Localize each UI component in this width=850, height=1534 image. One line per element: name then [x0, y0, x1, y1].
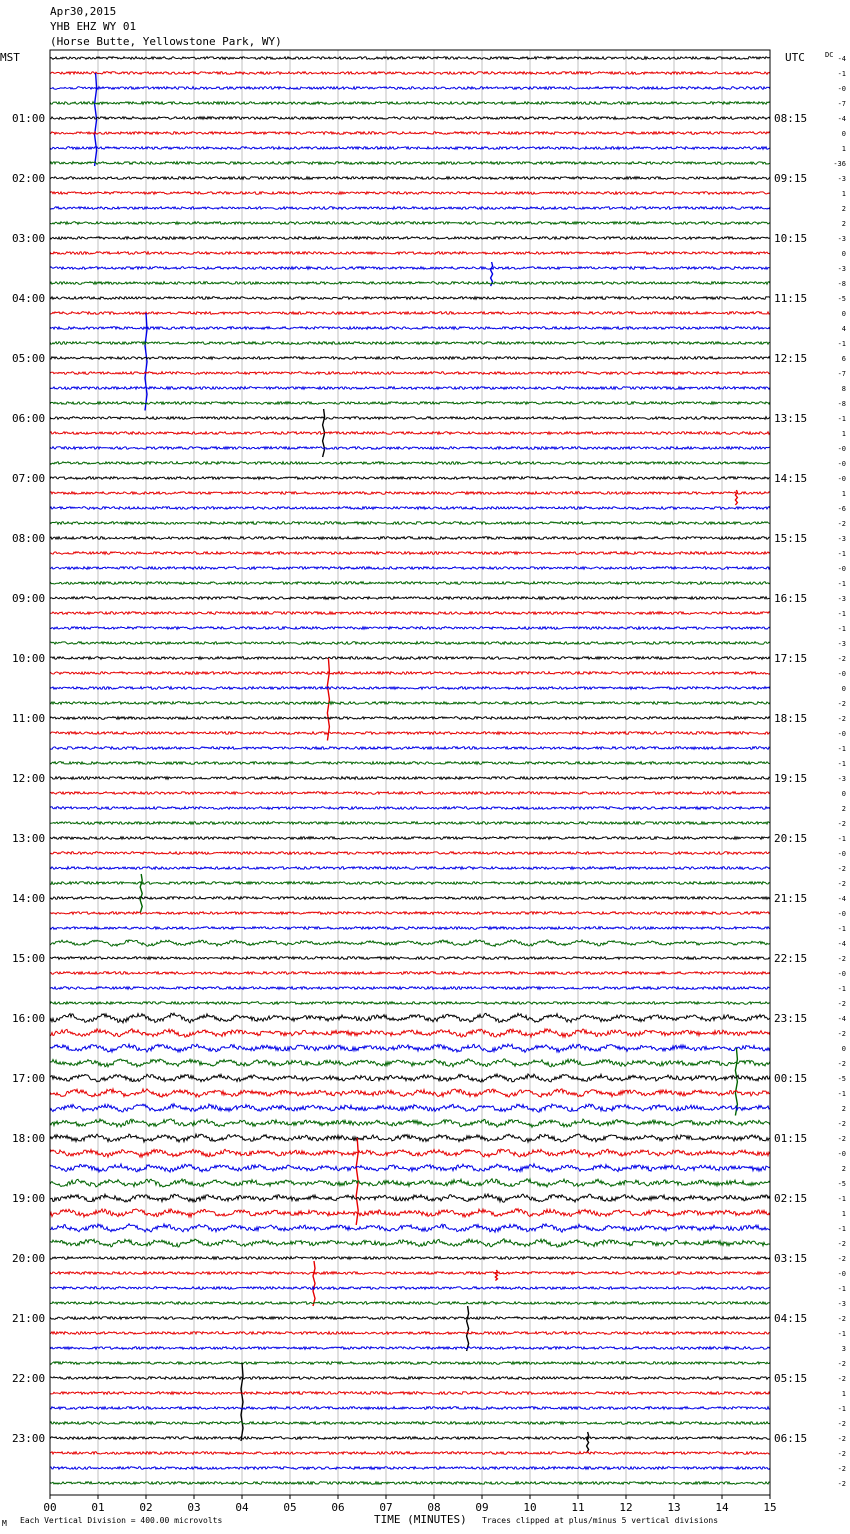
trace-group: [50, 57, 770, 1485]
mst-hour-label: 06:00: [12, 412, 46, 425]
dc-offset-label: -4: [837, 940, 846, 948]
dc-offset-label: -1: [837, 625, 846, 633]
dc-offset-label: -4: [837, 895, 846, 903]
seismic-trace: [50, 1149, 770, 1157]
x-tick-label: 06: [331, 1501, 345, 1514]
seismic-trace: [50, 297, 770, 300]
mst-hour-label: 11:00: [12, 712, 46, 725]
seismic-trace: [50, 462, 770, 465]
dc-offset-label: -7: [837, 370, 846, 378]
dc-offset-label: -1: [837, 415, 846, 423]
seismic-trace: [50, 852, 770, 855]
seismic-trace: [50, 747, 770, 750]
utc-hour-label: 08:15: [774, 112, 808, 125]
seismic-trace: [50, 822, 770, 825]
dc-label: DC: [825, 51, 834, 59]
x-tick-label: 11: [571, 1501, 585, 1514]
mst-hour-label: 08:00: [12, 532, 46, 545]
seismic-trace: [50, 882, 770, 885]
dc-offset-label: -1: [837, 580, 846, 588]
seismic-trace: [50, 582, 770, 585]
dc-offset-label: -0: [837, 670, 846, 678]
seismic-trace: [50, 552, 770, 555]
utc-hour-label: 02:15: [774, 1192, 808, 1205]
seismic-trace: [50, 357, 770, 360]
dc-offset-label: 2: [841, 220, 846, 228]
mst-hour-label: 02:00: [12, 172, 46, 185]
seismic-trace: [50, 687, 770, 690]
seismic-trace: [50, 207, 770, 210]
mst-hour-label: 16:00: [12, 1012, 46, 1025]
mst-hour-label: 15:00: [12, 952, 46, 965]
dc-offset-label: 1: [841, 1390, 846, 1398]
mst-hour-label: 05:00: [12, 352, 46, 365]
seismic-trace: [50, 252, 770, 255]
dc-offset-label: -0: [837, 910, 846, 918]
utc-hour-label: 20:15: [774, 832, 808, 845]
utc-hour-labels: [774, 112, 807, 1445]
x-tick-label: 01: [91, 1501, 105, 1514]
seismic-trace: [50, 87, 770, 90]
seismic-event: [495, 1270, 497, 1281]
dc-offset-labels: [833, 55, 846, 1488]
dc-offset-label: -1: [837, 1330, 846, 1338]
seismic-trace: [50, 597, 770, 600]
dc-offset-label: -2: [837, 1465, 846, 1473]
utc-hour-label: 10:15: [774, 232, 808, 245]
dc-offset-label: -2: [837, 865, 846, 873]
dc-offset-label: -5: [837, 1180, 846, 1188]
seismic-event: [467, 1306, 469, 1351]
utc-hour-label: 15:15: [774, 532, 808, 545]
seismic-trace: [50, 1287, 770, 1290]
dc-offset-label: 0: [841, 310, 846, 318]
seismic-trace: [50, 1422, 770, 1425]
dc-offset-label: 1: [841, 1210, 846, 1218]
x-tick-label: 00: [43, 1501, 57, 1514]
utc-hour-label: 11:15: [774, 292, 808, 305]
mst-hour-label: 07:00: [12, 472, 46, 485]
mst-hour-label: 03:00: [12, 232, 46, 245]
seismic-trace: [50, 432, 770, 435]
utc-hour-label: 05:15: [774, 1372, 808, 1385]
dc-offset-label: -2: [837, 520, 846, 528]
dc-offset-label: -1: [837, 1225, 846, 1233]
utc-hour-label: 21:15: [774, 892, 808, 905]
seismic-trace: [50, 1104, 770, 1112]
dc-offset-label: -2: [837, 955, 846, 963]
seismic-trace: [50, 477, 770, 480]
dc-offset-label: 0: [841, 685, 846, 693]
dc-offset-label: -0: [837, 565, 846, 573]
dc-offset-label: 6: [841, 355, 846, 363]
mst-hour-label: 01:00: [12, 112, 46, 125]
seismic-trace: [50, 927, 770, 930]
dc-offset-label: -2: [837, 1135, 846, 1143]
seismic-trace: [50, 1134, 770, 1142]
date-label: Apr30,2015: [50, 5, 117, 18]
seismic-trace: [50, 507, 770, 510]
seismic-trace: [50, 1257, 770, 1260]
seismic-trace: [50, 117, 770, 120]
dc-offset-label: -3: [837, 175, 846, 183]
seismic-trace: [50, 147, 770, 150]
seismic-trace: [50, 807, 770, 810]
dc-offset-label: -2: [837, 1375, 846, 1383]
dc-offset-label: 1: [841, 145, 846, 153]
seismic-trace: [50, 72, 770, 75]
x-tick-label: 02: [139, 1501, 153, 1514]
footer-clip-note: Traces clipped at plus/minus 5 vertical divisions: [482, 1516, 719, 1525]
seismic-trace: [50, 702, 770, 705]
seismic-trace: [50, 1482, 770, 1485]
utc-hour-label: 06:15: [774, 1432, 808, 1445]
seismic-trace: [50, 492, 770, 495]
dc-offset-label: -0: [837, 850, 846, 858]
dc-offset-label: -0: [837, 1270, 846, 1278]
utc-hour-label: 09:15: [774, 172, 808, 185]
dc-offset-label: -3: [837, 775, 846, 783]
seismic-trace: [50, 1317, 770, 1320]
dc-offset-label: -1: [837, 985, 846, 993]
dc-offset-label: -2: [837, 1120, 846, 1128]
footer-mark: M: [2, 1519, 7, 1528]
utc-hour-label: 19:15: [774, 772, 808, 785]
seismic-trace: [50, 672, 770, 675]
dc-offset-label: -2: [837, 1030, 846, 1038]
dc-offset-label: -3: [837, 265, 846, 273]
seismic-trace: [50, 1302, 770, 1305]
dc-offset-label: -4: [837, 55, 846, 63]
dc-offset-label: -2: [837, 1420, 846, 1428]
seismic-trace: [50, 327, 770, 330]
dc-offset-label: -3: [837, 535, 846, 543]
seismic-trace: [50, 642, 770, 645]
dc-offset-label: 2: [841, 1105, 846, 1113]
dc-offset-label: -4: [837, 115, 846, 123]
dc-offset-label: -8: [837, 400, 846, 408]
seismic-trace: [50, 1002, 770, 1005]
seismic-trace: [50, 1407, 770, 1410]
x-axis-label: TIME (MINUTES): [374, 1513, 467, 1526]
station-label: YHB EHZ WY 01: [50, 20, 137, 33]
mst-hour-label: 10:00: [12, 652, 46, 665]
dc-offset-label: -8: [837, 280, 846, 288]
dc-offset-label: -2: [837, 820, 846, 828]
dc-offset-label: -0: [837, 85, 846, 93]
seismic-trace: [50, 1179, 770, 1187]
seismic-trace: [50, 402, 770, 405]
seismic-event: [140, 874, 142, 913]
seismic-trace: [50, 282, 770, 285]
mst-hour-label: 12:00: [12, 772, 46, 785]
dc-offset-label: -0: [837, 1150, 846, 1158]
x-tick-label: 14: [715, 1501, 729, 1514]
seismic-trace: [50, 867, 770, 870]
x-tick-label: 03: [187, 1501, 201, 1514]
dc-offset-label: -3: [837, 1300, 846, 1308]
x-tick-label: 09: [475, 1501, 489, 1514]
dc-offset-label: -0: [837, 970, 846, 978]
dc-offset-label: -2: [837, 1255, 846, 1263]
dc-offset-label: 1: [841, 430, 846, 438]
dc-offset-label: -5: [837, 1075, 846, 1083]
x-tick-labels: [43, 1495, 776, 1514]
mst-label: MST: [0, 51, 20, 64]
mst-hour-label: 04:00: [12, 292, 46, 305]
dc-offset-label: -2: [837, 1435, 846, 1443]
mst-hour-label: 13:00: [12, 832, 46, 845]
seismic-trace: [50, 1377, 770, 1380]
seismic-trace: [50, 372, 770, 375]
mst-hour-label: 14:00: [12, 892, 46, 905]
dc-offset-label: 0: [841, 130, 846, 138]
utc-hour-label: 01:15: [774, 1132, 808, 1145]
dc-offset-label: -2: [837, 1315, 846, 1323]
seismic-trace: [50, 102, 770, 105]
dc-offset-label: -1: [837, 1405, 846, 1413]
seismic-trace: [50, 912, 770, 915]
x-tick-label: 10: [523, 1501, 537, 1514]
dc-offset-label: -1: [837, 835, 846, 843]
seismic-trace: [50, 777, 770, 780]
dc-offset-label: -1: [837, 925, 846, 933]
utc-hour-label: 12:15: [774, 352, 808, 365]
x-tick-label: 07: [379, 1501, 393, 1514]
dc-offset-label: -1: [837, 70, 846, 78]
dc-offset-label: 2: [841, 805, 846, 813]
dc-offset-label: 3: [841, 1345, 846, 1353]
dc-offset-label: -2: [837, 1450, 846, 1458]
dc-offset-label: -36: [833, 160, 846, 168]
plot-frame: [50, 50, 770, 1495]
mst-hour-label: 18:00: [12, 1132, 46, 1145]
utc-hour-label: 17:15: [774, 652, 808, 665]
seismic-trace: [50, 1392, 770, 1395]
dc-offset-label: 0: [841, 250, 846, 258]
seismic-trace: [50, 447, 770, 450]
seismic-trace: [50, 387, 770, 390]
x-tick-label: 04: [235, 1501, 249, 1514]
mst-hour-label: 22:00: [12, 1372, 46, 1385]
seismic-event: [735, 1048, 737, 1116]
x-tick-label: 05: [283, 1501, 297, 1514]
dc-offset-label: -1: [837, 550, 846, 558]
seismic-trace: [50, 1089, 770, 1097]
seismic-trace: [50, 732, 770, 735]
dc-offset-label: -1: [837, 610, 846, 618]
dc-offset-label: 2: [841, 1165, 846, 1173]
footer-scale-note: Each Vertical Division = 400.00 microvolts: [20, 1516, 223, 1525]
dc-offset-label: -0: [837, 445, 846, 453]
utc-hour-label: 13:15: [774, 412, 808, 425]
seismic-trace: [50, 627, 770, 630]
dc-offset-label: 1: [841, 490, 846, 498]
seismic-trace: [50, 1029, 770, 1037]
x-tick-label: 08: [427, 1501, 441, 1514]
dc-offset-label: -1: [837, 1195, 846, 1203]
seismic-trace: [50, 1119, 770, 1127]
utc-hour-label: 18:15: [774, 712, 808, 725]
x-tick-label: 15: [763, 1501, 777, 1514]
dc-offset-label: -1: [837, 1090, 846, 1098]
dc-offset-label: -2: [837, 1360, 846, 1368]
seismic-trace: [50, 1074, 770, 1082]
seismic-event: [313, 1261, 315, 1306]
dc-offset-label: -2: [837, 1240, 846, 1248]
dc-offset-label: -5: [837, 295, 846, 303]
seismic-trace: [50, 177, 770, 180]
dc-offset-label: -1: [837, 340, 846, 348]
seismic-trace: [50, 762, 770, 765]
utc-hour-label: 04:15: [774, 1312, 808, 1325]
seismic-trace: [50, 1437, 770, 1440]
dc-offset-label: -2: [837, 880, 846, 888]
seismic-trace: [50, 972, 770, 975]
dc-offset-label: 8: [841, 385, 846, 393]
dc-offset-label: -4: [837, 1015, 846, 1023]
utc-label: UTC: [785, 51, 805, 64]
seismic-trace: [50, 1013, 770, 1023]
seismic-trace: [50, 987, 770, 990]
seismic-trace: [50, 1272, 770, 1275]
dc-offset-label: -2: [837, 655, 846, 663]
seismic-trace: [50, 1467, 770, 1470]
dc-offset-label: -0: [837, 475, 846, 483]
seismic-trace: [50, 312, 770, 315]
dc-offset-label: -2: [837, 715, 846, 723]
seismic-trace: [50, 522, 770, 525]
seismic-trace: [50, 1044, 770, 1052]
seismic-trace: [50, 957, 770, 960]
mst-hour-labels: [12, 112, 45, 1445]
seismic-trace: [50, 1332, 770, 1335]
dc-offset-label: -2: [837, 1060, 846, 1068]
x-tick-label: 13: [667, 1501, 681, 1514]
seismic-trace: [50, 567, 770, 570]
utc-hour-label: 14:15: [774, 472, 808, 485]
dc-offset-label: -3: [837, 595, 846, 603]
seismic-trace: [50, 837, 770, 840]
mst-hour-label: 23:00: [12, 1432, 46, 1445]
dc-offset-label: -1: [837, 745, 846, 753]
utc-hour-label: 16:15: [774, 592, 808, 605]
seismic-trace: [50, 267, 770, 270]
seismic-trace: [50, 57, 770, 60]
seismic-trace: [50, 1059, 770, 1067]
seismic-trace: [50, 1164, 770, 1172]
utc-hour-label: 22:15: [774, 952, 808, 965]
seismic-trace: [50, 1362, 770, 1365]
dc-offset-label: 4: [841, 325, 846, 333]
utc-hour-label: 23:15: [774, 1012, 808, 1025]
mst-hour-label: 20:00: [12, 1252, 46, 1265]
seismic-event: [587, 1432, 589, 1453]
dc-offset-label: -0: [837, 460, 846, 468]
seismic-event: [327, 658, 329, 741]
seismic-trace: [50, 1452, 770, 1455]
dc-offset-label: -1: [837, 760, 846, 768]
seismic-trace: [50, 940, 770, 947]
dc-offset-label: 1: [841, 190, 846, 198]
location-label: (Horse Butte, Yellowstone Park, WY): [50, 35, 282, 48]
seismic-trace: [50, 132, 770, 135]
dc-offset-label: -3: [837, 640, 846, 648]
seismic-trace: [50, 192, 770, 195]
mst-hour-label: 21:00: [12, 1312, 46, 1325]
dc-offset-label: -2: [837, 1480, 846, 1488]
dc-offset-label: 0: [841, 790, 846, 798]
seismic-trace: [50, 1347, 770, 1350]
seismic-trace: [50, 417, 770, 420]
seismic-trace: [50, 1194, 770, 1202]
dc-offset-label: 2: [841, 205, 846, 213]
seismic-trace: [50, 792, 770, 795]
utc-hour-label: 03:15: [774, 1252, 808, 1265]
plot-border: [50, 50, 770, 1495]
dc-offset-label: -1: [837, 1285, 846, 1293]
seismic-trace: [50, 612, 770, 615]
seismic-trace: [50, 897, 770, 900]
dc-offset-label: -2: [837, 1000, 846, 1008]
seismic-trace: [50, 237, 770, 240]
seismic-trace: [50, 717, 770, 720]
dc-offset-label: -2: [837, 700, 846, 708]
dc-offset-label: -6: [837, 505, 846, 513]
utc-hour-label: 00:15: [774, 1072, 808, 1085]
seismic-trace: [50, 342, 770, 345]
x-tick-label: 12: [619, 1501, 633, 1514]
seismic-trace: [50, 222, 770, 225]
seismic-trace: [50, 1209, 770, 1217]
dc-offset-label: -7: [837, 100, 846, 108]
mst-hour-label: 19:00: [12, 1192, 46, 1205]
seismic-trace: [50, 1224, 770, 1232]
dc-offset-label: -3: [837, 235, 846, 243]
dc-offset-label: -0: [837, 730, 846, 738]
seismic-trace: [50, 657, 770, 660]
mst-hour-label: 17:00: [12, 1072, 46, 1085]
mst-hour-label: 09:00: [12, 592, 46, 605]
seismic-trace: [50, 162, 770, 165]
seismic-trace: [50, 1239, 770, 1247]
dc-offset-label: 0: [841, 1045, 846, 1053]
seismic-trace: [50, 537, 770, 540]
